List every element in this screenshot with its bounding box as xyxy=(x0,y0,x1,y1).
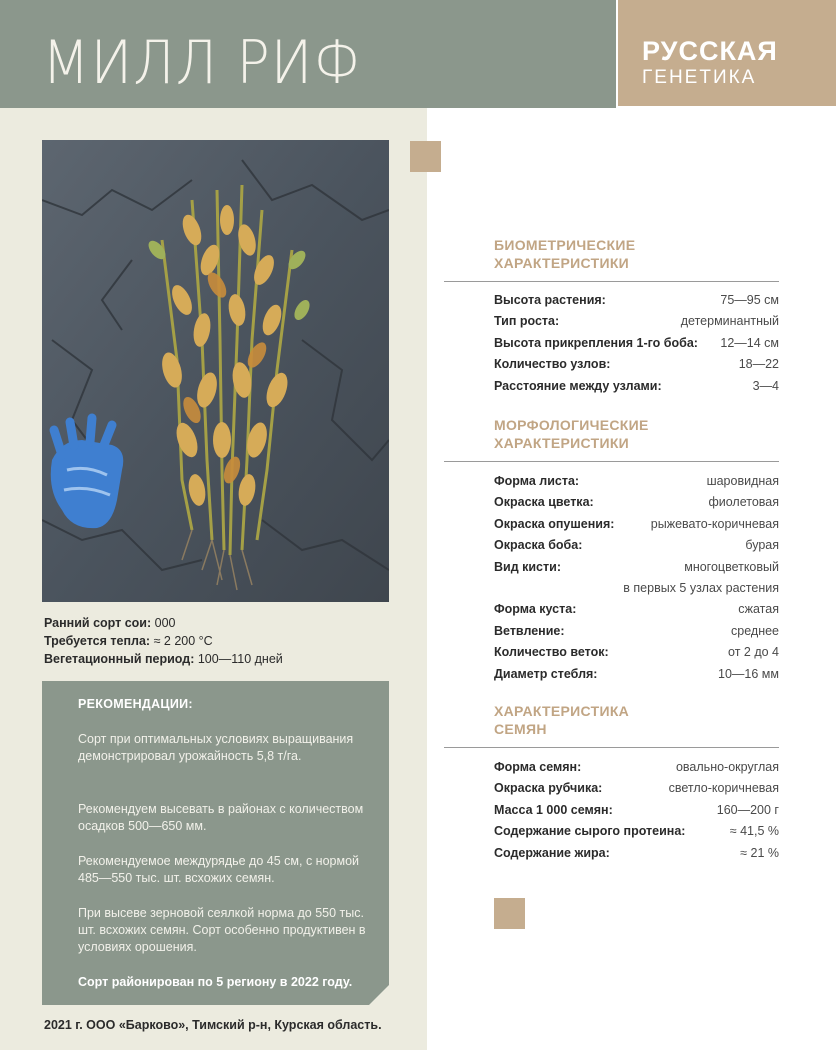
morph-row-label: Ветвление: xyxy=(494,623,565,638)
biometric-title-line1: БИОМЕТРИЧЕСКИЕ xyxy=(494,237,636,253)
footer-origin: 2021 г. ООО «Барково», Тимский р-н, Курская область. xyxy=(44,1018,382,1032)
morph-row-label: Диаметр стебля: xyxy=(494,666,598,681)
seeds-row-value: 160—200 г xyxy=(716,802,779,817)
recommendation-paragraph: Рекомендуем высевать в районах с количеством осадков 500—650 мм. xyxy=(78,802,364,833)
recommendation-zoning: Сорт районирован по 5 региону в 2022 году. xyxy=(78,975,353,989)
soybean-plants-photo xyxy=(42,140,389,602)
morph-row-value: рыжевато-коричневая xyxy=(650,516,779,531)
photo-illustration xyxy=(42,140,389,602)
info-veg-value: 100—110 дней xyxy=(197,652,283,666)
page-title: МИЛЛ РИФ xyxy=(42,28,362,98)
morph-row xyxy=(494,517,779,537)
morph-row-value: фиолетовая xyxy=(708,495,779,510)
seeds-row-label: Окраска рубчика: xyxy=(494,781,603,796)
brand-name-line2: ГЕНЕТИКА xyxy=(642,67,757,88)
morph-row xyxy=(494,495,779,515)
seeds-title-line2: СЕМЯН xyxy=(494,721,547,737)
biometric-row-label: Высота растения: xyxy=(494,293,606,307)
biometric-row xyxy=(494,293,779,313)
seeds-row xyxy=(494,803,779,823)
seeds-row-label: Содержание сырого протеина: xyxy=(494,824,686,839)
seeds-row-value: овально-округлая xyxy=(675,760,779,774)
biometric-row-value: 75—95 см xyxy=(720,293,779,307)
brand-name-line1: РУССКАЯ xyxy=(642,36,778,66)
biometric-section-title xyxy=(494,236,635,272)
section-divider xyxy=(444,281,779,282)
biometric-row-label: Расстояние между узлами: xyxy=(494,378,662,393)
morph-row xyxy=(494,624,779,644)
morph-row-label: Вид кисти: xyxy=(494,559,561,574)
info-heat xyxy=(44,632,283,650)
seeds-row-value: ≈ 21 % xyxy=(740,845,779,860)
morph-row xyxy=(494,538,779,558)
morph-title-line1: МОРФОЛОГИЧЕСКИЕ xyxy=(494,417,649,433)
biometric-row-label: Высота прикрепления 1-го боба: xyxy=(494,335,698,350)
biometric-row xyxy=(494,357,779,377)
morph-row-value: шаровидная xyxy=(706,474,779,488)
biometric-row-value: 18—22 xyxy=(738,357,779,372)
morph-row-label: Окраска боба: xyxy=(494,538,583,553)
seeds-row-label: Форма семян: xyxy=(494,760,582,774)
biometric-row-value: 12—14 см xyxy=(720,335,779,350)
morph-row xyxy=(494,581,779,601)
info-heat-value: ≈ 2 200 °С xyxy=(153,634,213,648)
morph-row-label: Окраска цветка: xyxy=(494,495,594,510)
decorative-square xyxy=(494,898,525,929)
morph-row xyxy=(494,645,779,665)
biometric-row xyxy=(494,379,779,399)
biometric-row-label: Количество узлов: xyxy=(494,357,611,372)
recommendations-title: РЕКОМЕНДАЦИИ: xyxy=(78,697,193,711)
info-veg xyxy=(44,650,283,668)
morph-row-value: сжатая xyxy=(738,602,779,617)
morph-row-label: Окраска опушения: xyxy=(494,516,615,531)
morph-row-value: 10—16 мм xyxy=(718,666,779,681)
brand-corner-decoration xyxy=(618,86,638,106)
morph-row xyxy=(494,560,779,580)
seeds-row xyxy=(494,824,779,844)
seeds-row xyxy=(494,760,779,780)
morph-row-label: Количество веток: xyxy=(494,645,609,660)
recommendations-box xyxy=(42,681,389,1005)
biometric-row xyxy=(494,336,779,356)
seeds-section-title xyxy=(494,702,629,738)
morph-row xyxy=(494,474,779,494)
morph-row-value: бурая xyxy=(745,538,779,553)
recommendation-paragraph: Рекомендуемое междурядье до 45 см, с нормой 485—550 тыс. шт. всхожих семян. xyxy=(78,854,359,885)
info-early-label: Ранний сорт сои: xyxy=(44,616,152,630)
seeds-row-value: светло-коричневая xyxy=(668,781,779,796)
decorative-square xyxy=(410,141,441,172)
info-early-value: 000 xyxy=(154,616,176,630)
info-veg-label: Вегетационный период: xyxy=(44,652,195,666)
morph-row-value: многоцветковый xyxy=(684,559,779,574)
recommendation-paragraph: При высеве зерновой сеялкой норма до 550 тыс. шт. всхожих семян. Сорт особенно продуктивен в условиях орошения. xyxy=(78,906,366,954)
morph-row-value: от 2 до 4 xyxy=(728,645,779,660)
morph-row-label: Форма куста: xyxy=(494,602,577,617)
info-heat-label: Требуется тепла: xyxy=(44,634,151,648)
section-divider xyxy=(444,461,779,462)
seeds-row-label: Масса 1 000 семян: xyxy=(494,802,613,817)
morph-row xyxy=(494,602,779,622)
biometric-row xyxy=(494,314,779,334)
biometric-row-value: детерминантный xyxy=(680,314,779,329)
morph-section-title xyxy=(494,416,649,452)
biometric-row-label: Тип роста: xyxy=(494,314,560,329)
morph-row xyxy=(494,667,779,687)
seeds-title-line1: ХАРАКТЕРИСТИКА xyxy=(494,703,630,719)
section-divider xyxy=(444,747,779,748)
biometric-title-line2: ХАРАКТЕРИСТИКИ xyxy=(494,255,630,271)
seeds-row-value: ≈ 41,5 % xyxy=(729,824,779,839)
variety-info xyxy=(44,614,283,668)
seeds-row-label: Содержание жира: xyxy=(494,845,610,860)
recommendation-paragraph: Сорт при оптимальных условиях выращивания демонстрировал урожайность 5,8 т/га. xyxy=(78,732,354,763)
seeds-row xyxy=(494,846,779,866)
morph-title-line2: ХАРАКТЕРИСТИКИ xyxy=(494,435,630,451)
morph-row-value: в первых 5 узлах растения xyxy=(623,581,779,595)
biometric-row-value: 3—4 xyxy=(752,378,779,393)
seeds-row xyxy=(494,781,779,801)
morph-row-value: среднее xyxy=(731,623,779,638)
morph-row-label: Форма листа: xyxy=(494,474,580,488)
info-early xyxy=(44,614,283,632)
